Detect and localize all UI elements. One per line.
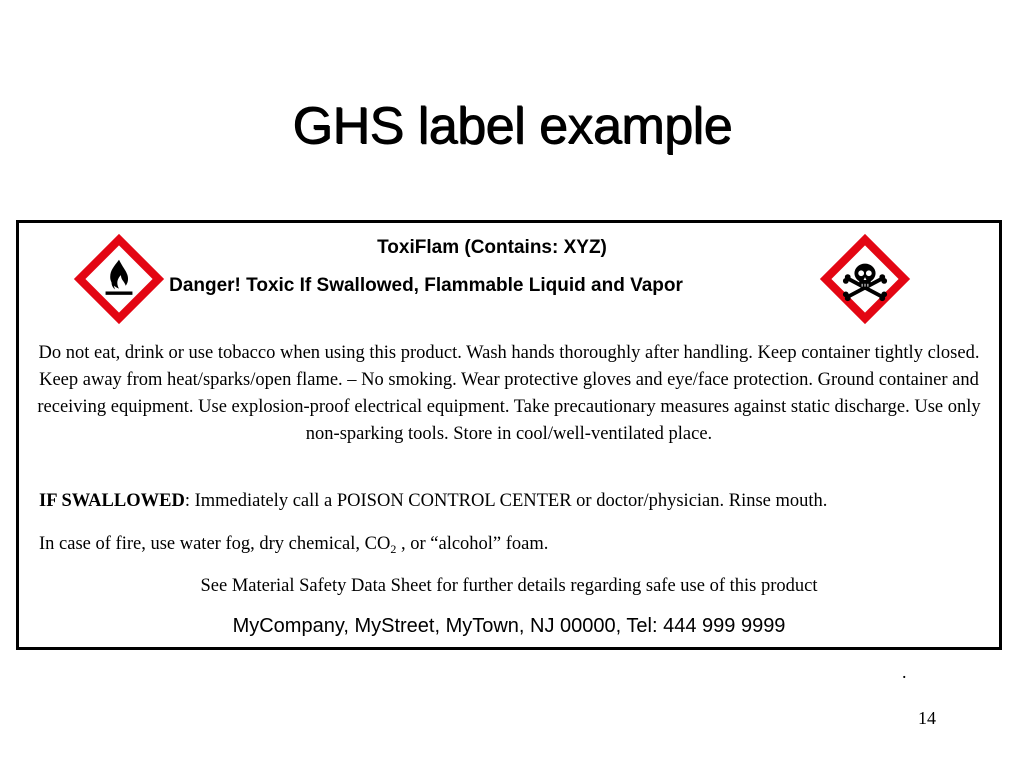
page-number: 14 (918, 708, 936, 728)
if-swallowed-heading: IF SWALLOWED (39, 491, 185, 511)
precautionary-statements: Do not eat, drink or use tobacco when using this product. Wash hands thoroughly after handling. Keep container tightly closed. Keep away from heat/sparks/open flame. – No smoking. Wear protective gloves and eye/face protection. Ground container and receiving equipment. Use explosion-proof electrical equipment. Take precautionary measures against static discharge. Use only non-sparking tools. Store in cool/well-ventilated place. (37, 343, 981, 444)
fire-text-after: , or “alcohol” foam. (396, 534, 549, 554)
slide-title: GHS label example (292, 97, 732, 155)
supplier-identification: MyCompany, MyStreet, MyTown, NJ 00000, Tel: 444 999 9999 (232, 615, 786, 637)
msds-statement: See Material Safety Data Sheet for further details regarding safe use of this product (200, 576, 818, 596)
if-swallowed-text: : Immediately call a POISON CONTROL CENTER or doctor/physician. Rinse mouth. (184, 491, 828, 511)
signal-word-hazard-statement: Danger! Toxic If Swallowed, Flammable Liquid and Vapor (169, 275, 683, 296)
co2-subscript: 2 (390, 542, 397, 556)
product-identifier: ToxiFlam (Contains: XYZ) (377, 237, 607, 258)
dot-mark: . (902, 662, 907, 682)
fire-statement (39, 534, 548, 557)
fire-text-before: In case of fire, use water fog, dry chemical, CO (39, 534, 391, 554)
if-swallowed-statement (39, 491, 827, 512)
ghs-label (16, 220, 1002, 650)
